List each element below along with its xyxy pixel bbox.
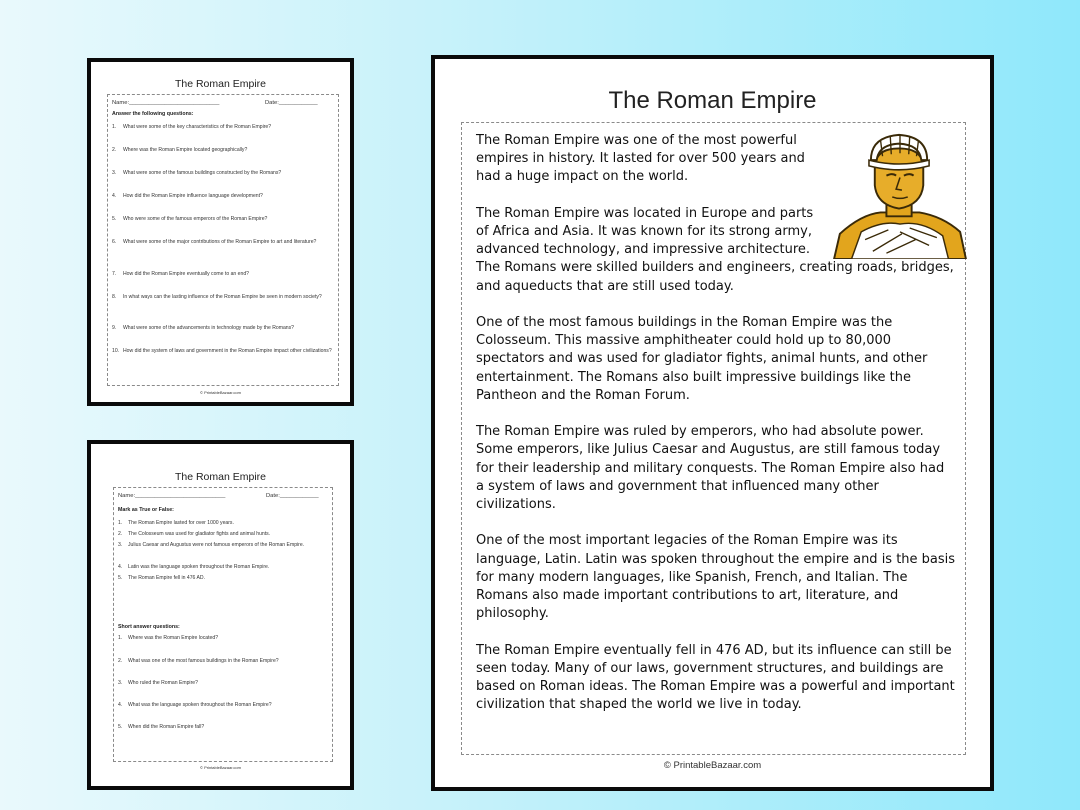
true-false-item: 5. The Roman Empire fell in 476 AD. (118, 575, 206, 581)
passage-paragraph: The Roman Empire was one of the most powerful empires in history. It lasted for over 500 years and had a huge impact on the world. (476, 133, 805, 185)
worksheet-title: The Roman Empire (174, 471, 267, 483)
true-false-item: 2. The Colosseum was used for gladiator fights and animal hunts. (118, 531, 271, 537)
question-item: 5. Who were some of the famous emperors of the Roman Empire? (112, 216, 268, 222)
passage-frame (461, 122, 966, 755)
worksheet-content-frame (113, 487, 333, 762)
short-answer-item: 5. When did the Roman Empire fall? (118, 724, 205, 730)
page-title: The Roman Empire (608, 87, 817, 114)
name-date-row (112, 100, 334, 106)
passage-paragraph: The Roman Empire eventually fell in 476 AD, but its influence can still be seen today. Many of our laws, government structures, and buildings are based on Roman ideas. The Roman Empire was a powerful and important civilization that shaped the world we live in today. (476, 642, 955, 713)
passage-paragraph: The Roman Empire was ruled by emperors, who had absolute power. Some emperors, like Julius Caesar and Augustus, are still famous today for their leadership and military conquests. The Roman Empire also had a system of laws and government that influenced many other civilizations. (476, 424, 945, 513)
short-answer-heading: Short answer questions: (118, 624, 180, 630)
question-item: 8. In what ways can the lasting influence of the Roman Empire be seen in modern society? (112, 294, 322, 300)
name-field-label: Name:____________________________ (118, 493, 226, 499)
date-field-label: Date:____________ (266, 493, 319, 499)
passage-paragraph: One of the most important legacies of the Roman Empire was its language, Latin. Latin was spoken throughout the empire and is the basis for many modern languages, like Spanish, French, and Italian. The Romans also made important contributions to art, literature, and philosophy. (476, 533, 956, 622)
worksheet-content-frame (107, 94, 339, 386)
true-false-item: 1. The Roman Empire lasted for over 1000 years. (118, 520, 234, 526)
short-answer-item: 1. Where was the Roman Empire located? (118, 635, 219, 641)
short-answer-item: 2. What was one of the most famous buildings in the Roman Empire? (118, 658, 279, 664)
passage-paragraph: One of the most famous buildings in the Roman Empire was the Colosseum. This massive amphitheater could hold up to 80,000 spectators and was used for gladiator fights, animal hunts, and other entertainment. The Romans also built impressive buildings like the Pantheon and the Roman Forum. (476, 315, 928, 403)
question-item: 1. What were some of the key characteristics of the Roman Empire? (112, 124, 272, 130)
name-date-row (118, 493, 328, 499)
passage-paragraph: The Roman Empire was located in Europe and parts of Africa and Asia. It was known for its strong army, advanced technology, and impressive architecture. The Romans were skilled builders and engineers, creating roads, bridges, and aqueducts that are still used today. (476, 205, 954, 294)
true-false-heading: Mark as True or False: (118, 507, 174, 513)
date-field-label: Date:____________ (265, 100, 318, 106)
roman-emperor-bust-icon (832, 131, 968, 259)
question-item: 6. What were some of the major contributions of the Roman Empire to art and literature? (112, 239, 317, 245)
instructions-heading: Answer the following questions: (112, 111, 194, 117)
true-false-item: 3. Julius Caesar and Augustus were not famous emperors of the Roman Empire. (118, 542, 305, 548)
copyright-footer: © PrintableBazaar.com (200, 765, 241, 770)
copyright-footer: © PrintableBazaar.com (200, 390, 241, 395)
worksheet-true-false-page (87, 440, 354, 790)
true-false-item: 4. Latin was the language spoken throughout the Roman Empire. (118, 564, 270, 570)
question-item: 10. How did the system of laws and government in the Roman Empire impact other civilizations? (112, 348, 332, 354)
short-answer-item: 3. Who ruled the Roman Empire? (118, 680, 198, 686)
question-item: 3. What were some of the famous buildings constructed by the Romans? (112, 170, 282, 176)
short-answer-item: 4. What was the language spoken throughout the Roman Empire? (118, 702, 272, 708)
question-item: 2. Where was the Roman Empire located geographically? (112, 147, 248, 153)
worksheet-questions-page (87, 58, 354, 406)
question-item: 7. How did the Roman Empire eventually come to an end? (112, 271, 249, 277)
question-item: 4. How did the Roman Empire influence language development? (112, 193, 263, 199)
worksheet-title: The Roman Empire (174, 78, 267, 90)
reading-passage-page (431, 55, 994, 791)
question-item: 9. What were some of the advancements in technology made by the Romans? (112, 325, 295, 331)
passage-text (476, 132, 956, 733)
copyright-footer: © PrintableBazaar.com (663, 760, 762, 771)
name-field-label: Name:____________________________ (112, 100, 220, 106)
